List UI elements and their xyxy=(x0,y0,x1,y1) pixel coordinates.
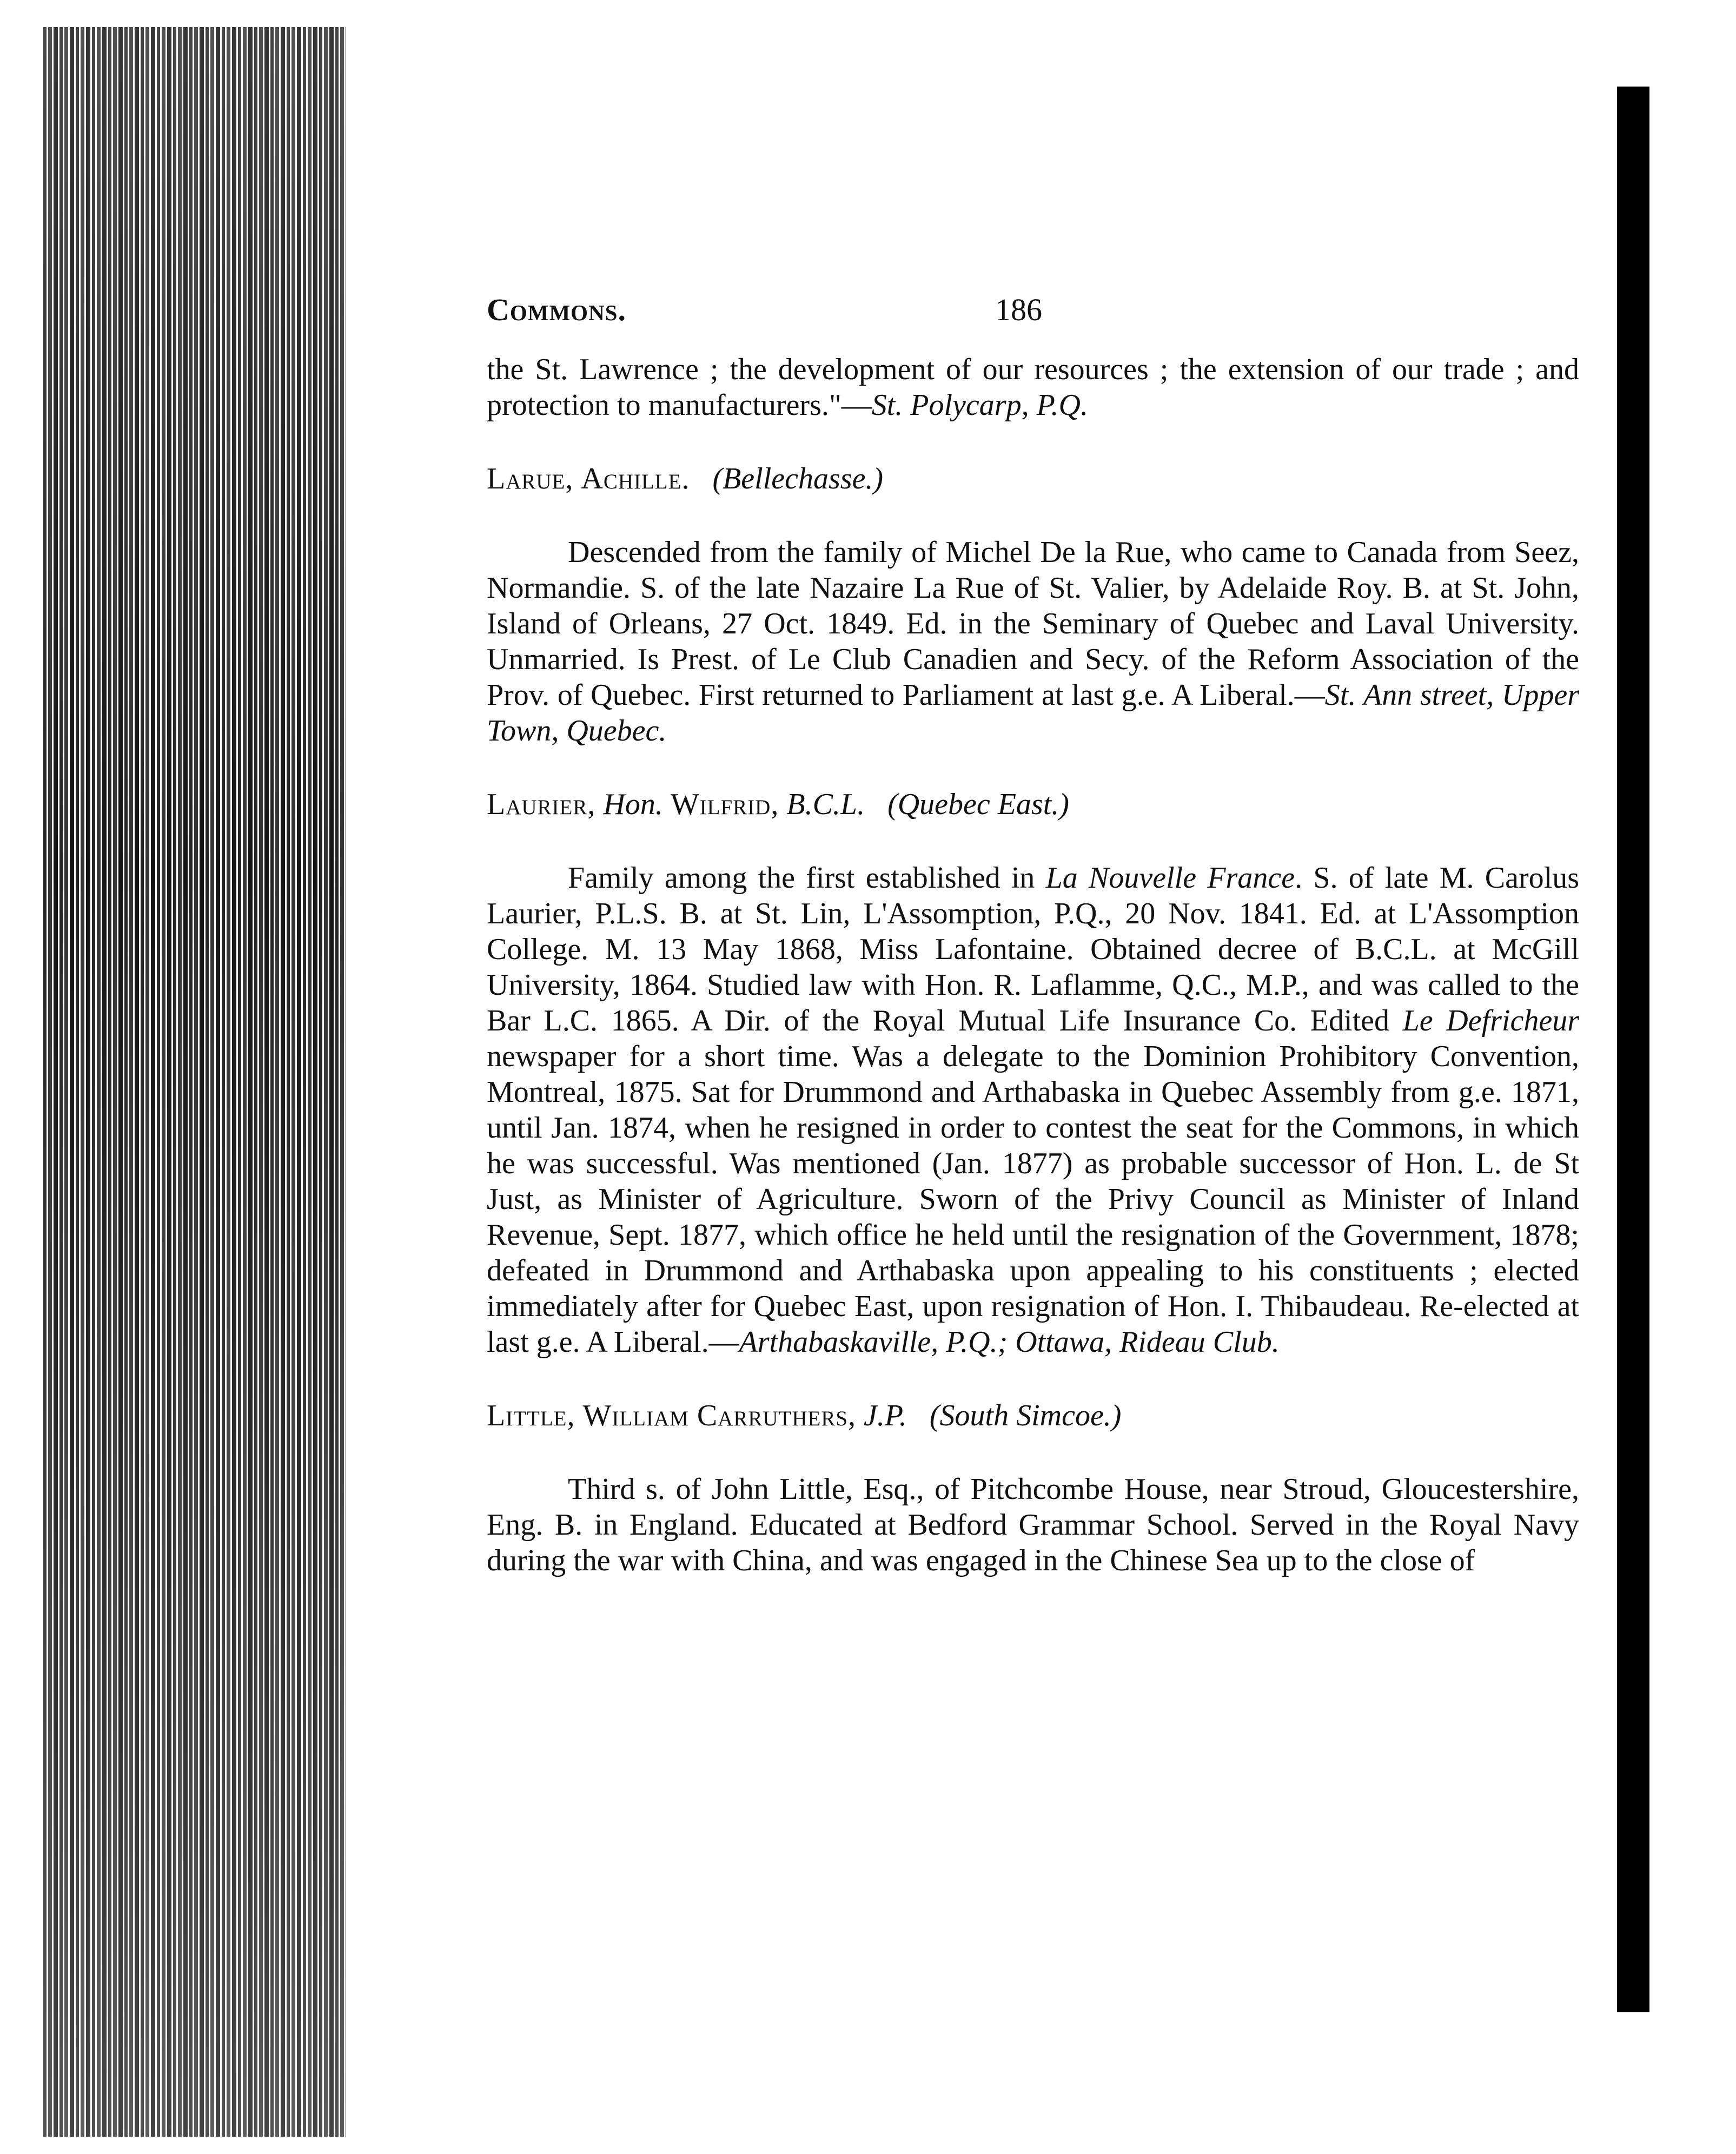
running-header xyxy=(487,292,1579,335)
continuation-address: St. Polycarp, P.Q. xyxy=(871,388,1088,422)
gutter-shading xyxy=(43,27,346,2137)
page-number: 186 xyxy=(995,292,1042,327)
entry-body-larue xyxy=(487,534,1579,749)
entry-body-little xyxy=(487,1471,1579,1578)
page-text-block xyxy=(487,292,1579,1578)
section-title: Commons. xyxy=(487,292,626,327)
entry-body-text: Family among the first established in xyxy=(568,861,1046,895)
entry-surname: Little, xyxy=(487,1399,575,1432)
entry-address: Arthabaskaville, P.Q.; Ottawa, Rideau Club. xyxy=(739,1325,1280,1359)
entry-given-name: Achille. xyxy=(581,462,690,495)
entry-constituency: (Quebec East.) xyxy=(887,788,1069,821)
entry-constituency: (Bellechasse.) xyxy=(712,462,884,495)
entry-given-name: Wilfrid, xyxy=(670,788,779,821)
entry-heading-larue xyxy=(487,461,1579,497)
entry-body-text: newspaper for a short time. Was a delegate to the Dominion Prohibitory Convention, Montreal, 1875. Sat for Drummond and Arthabaska in Quebec Assembly from g.e. 1871, until Jan. 1874, when he resigned in order to contest the seat for the Commons, in which he was successful. Was mentioned (Jan. 1877) as probable successor of Hon. L. de St Just, as Minister of Agriculture. Sworn of the Privy Council as Minister of Inland Revenue, Sept. 1877, which office he held until the resignation of the Government, 1878; defeated in Drummond and Arthabaska upon appealing to his constituents ; elected immediately after for Quebec East, upon resignation of Hon. I. Thibaudeau. Re-elected at last g.e. A Liberal.— xyxy=(487,1040,1579,1359)
entry-honorific: Hon. xyxy=(603,788,663,821)
entry-surname: Larue, xyxy=(487,462,574,495)
entry-given-name: William Carruthers, xyxy=(582,1399,857,1432)
entry-constituency: (South Simcoe.) xyxy=(929,1399,1122,1432)
entry-degree: J.P. xyxy=(864,1399,907,1432)
entry-body-italic: La Nouvelle France xyxy=(1045,861,1295,895)
entry-heading-laurier xyxy=(487,787,1579,822)
entry-body-laurier xyxy=(487,860,1579,1360)
entry-heading-little xyxy=(487,1398,1579,1433)
continuation-paragraph xyxy=(487,352,1579,423)
entry-body-text: . S. of late M. Carolus Laurier, P.L.S. B. at St. Lin, L'Assomption, P.Q., 20 Nov. 1841. Ed. at L'Assomption College. M. 13 May 1868, Miss Lafontaine. Obtained decree of B.C.L. at McGill University, 1864. Studied law with Hon. R. Laflamme, Q.C., M.P., and was called to the Bar L.C. 1865. A Dir. of the Royal Mutual Life Insurance Co. Edited xyxy=(487,861,1579,1038)
scan-edge-bar xyxy=(1617,87,1649,2012)
entry-body-text: Third s. of John Little, Esq., of Pitchcombe House, near Stroud, Gloucestershire, Eng. B. in England. Educated at Bedford Grammar School. Served in the Royal Navy during the war with China, and was engaged in the Chinese Sea up to the close of xyxy=(487,1472,1579,1577)
entry-address: St. Ann street, Upper Town, Quebec. xyxy=(487,678,1580,748)
entry-body-italic: Le Defricheur xyxy=(1402,1004,1579,1038)
entry-surname: Laurier, xyxy=(487,788,596,821)
entry-body-text: Descended from the family of Michel De la Rue, who came to Canada from Seez, Normandie. S. of the late Nazaire La Rue of St. Valier, by Adelaide Roy. B. at St. John, Island of Orleans, 27 Oct. 1849. Ed. in the Seminary of Quebec and Laval University. Unmarried. Is Prest. of Le Club Canadien and Secy. of the Reform Association of the Prov. of Quebec. First returned to Parliament at last g.e. A Liberal.— xyxy=(487,536,1579,712)
continuation-text: the St. Lawrence ; the development of our resources ; the extension of our trade ; and protection to manufacturers."— xyxy=(487,353,1579,422)
entry-degree: B.C.L. xyxy=(786,788,865,821)
